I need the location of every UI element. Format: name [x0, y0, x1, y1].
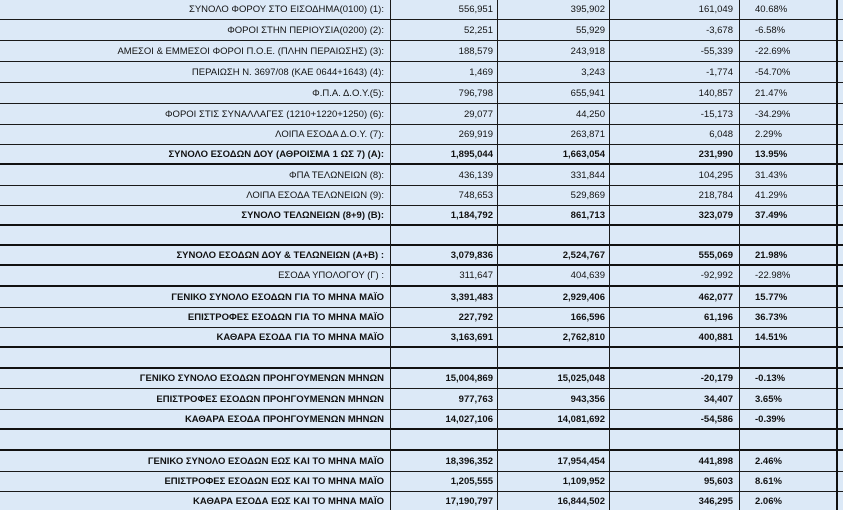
- value-previous-year: 15,025,048: [557, 373, 605, 384]
- row-label: [0, 226, 390, 244]
- value-difference: -55,339: [700, 45, 733, 57]
- value-percent-change: -34.29%: [755, 108, 791, 120]
- value-percent-change: 21.47%: [755, 87, 788, 99]
- value-previous-year: [497, 226, 609, 244]
- value-previous-year: 263,871: [570, 129, 605, 140]
- row-label: [0, 430, 390, 449]
- value-previous-year: 943,356: [570, 393, 605, 405]
- table-row: [0, 246, 843, 266]
- row-label: ΓΕΝΙΚΟ ΣΥΝΟΛΟ ΕΣΟΔΩΝ ΠΡΟΗΓΟΥΜΕΝΩΝ ΜΗΝΩΝ: [139, 373, 384, 384]
- value-current-year: 188,579: [458, 45, 493, 57]
- value-current-year: 14,027,106: [445, 413, 493, 425]
- value-percent-change: 3.65%: [755, 393, 782, 405]
- value-current-year: 1,469: [469, 66, 493, 78]
- value-current-year: 436,139: [458, 169, 493, 181]
- table-right-border: [836, 0, 838, 510]
- value-percent-change: 2.29%: [755, 129, 782, 140]
- value-current-year: 3,079,836: [450, 249, 493, 261]
- row-label: ΣΥΝΟΛΟ ΕΣΟΔΩΝ ΔΟΥ & ΤΕΛΩΝΕΙΩΝ (Α+Β) :: [176, 249, 384, 261]
- value-percent-change: -0.13%: [755, 373, 786, 384]
- value-difference: [609, 430, 739, 449]
- value-current-year: 227,792: [458, 312, 493, 323]
- value-previous-year: 3,243: [581, 66, 605, 78]
- value-difference: 323,079: [698, 209, 733, 221]
- column-divider: [497, 0, 498, 510]
- value-current-year: 977,763: [458, 393, 493, 405]
- value-previous-year: 2,762,810: [562, 331, 605, 343]
- row-label: ΑΜΕΣΟΙ & ΕΜΜΕΣΟΙ ΦΟΡΟΙ Π.Ο.Ε. (ΠΛΗΝ ΠΕΡΑΙΩΣΗΣ) (3):: [117, 45, 384, 57]
- spacer-row: [0, 226, 843, 246]
- value-previous-year: 404,639: [570, 270, 605, 281]
- table-row: [0, 266, 843, 287]
- value-current-year: 3,163,691: [450, 331, 493, 343]
- value-difference: 462,077: [698, 291, 733, 303]
- value-percent-change: -0.39%: [755, 413, 786, 425]
- value-difference: 61,196: [703, 312, 733, 323]
- value-percent-change: 31.43%: [755, 169, 788, 181]
- value-previous-year: 2,524,767: [562, 249, 605, 261]
- value-previous-year: 1,109,952: [562, 476, 605, 487]
- table-row: [0, 410, 843, 430]
- row-label: ΛΟΙΠΑ ΕΣΟΔΑ Δ.Ο.Υ. (7):: [275, 129, 384, 140]
- row-label: ΣΥΝΟΛΟ ΦΟΡΟΥ ΣΤΟ ΕΙΣΟΔΗΜΑ(0100) (1):: [188, 4, 384, 15]
- value-current-year: 311,647: [459, 270, 493, 281]
- column-divider: [609, 0, 610, 510]
- table-row: [0, 287, 843, 308]
- value-percent-change: 41.29%: [755, 190, 788, 201]
- value-current-year: 1,205,555: [450, 476, 493, 487]
- value-difference: -54,586: [700, 413, 733, 425]
- spacer-row: [0, 348, 843, 369]
- row-label: ΦΟΡΟΙ ΣΤΙΣ ΣΥΝΑΛΛΑΓΕΣ (1210+1220+1250) (6):: [164, 108, 384, 120]
- row-label: ΦΟΡΟΙ ΣΤΗΝ ΠΕΡΙΟΥΣΙΑ(0200) (2):: [227, 24, 384, 36]
- table-row: [0, 20, 843, 41]
- column-divider: [390, 0, 391, 510]
- value-current-year: [390, 226, 497, 244]
- value-difference: 231,990: [698, 148, 733, 160]
- value-previous-year: 44,250: [575, 108, 605, 120]
- row-label: ΓΕΝΙΚΟ ΣΥΝΟΛΟ ΕΣΟΔΩΝ ΕΩΣ ΚΑΙ ΤΟ ΜΗΝΑ ΜΑΪΟ: [147, 455, 384, 467]
- row-label: ΚΑΘΑΡΑ ΕΣΟΔΑ ΠΡΟΗΓΟΥΜΕΝΩΝ ΜΗΝΩΝ: [184, 413, 384, 425]
- value-difference: -15,173: [700, 108, 733, 120]
- row-label: ΕΠΙΣΤΡΟΦΕΣ ΕΣΟΔΩΝ ΠΡΟΗΓΟΥΜΕΝΩΝ ΜΗΝΩΝ: [156, 393, 384, 405]
- value-percent-change: 37.49%: [755, 209, 788, 221]
- value-previous-year: 55,929: [575, 24, 605, 36]
- table-row: [0, 451, 843, 472]
- value-percent-change: 8.61%: [755, 476, 782, 487]
- table-row: [0, 206, 843, 226]
- table-row: [0, 165, 843, 186]
- value-difference: 140,857: [698, 87, 733, 99]
- row-label: ΦΠΑ ΤΕΛΩΝΕΙΩΝ (8):: [289, 169, 384, 181]
- value-previous-year: 395,902: [570, 4, 605, 15]
- value-difference: 441,898: [698, 455, 733, 467]
- table-row: [0, 328, 843, 348]
- table-row: [0, 492, 843, 510]
- value-previous-year: 17,954,454: [557, 455, 605, 467]
- value-difference: 161,049: [698, 4, 733, 15]
- value-current-year: 748,653: [458, 190, 493, 201]
- value-percent-change: 2.46%: [755, 455, 782, 467]
- value-percent-change: [739, 348, 837, 367]
- value-percent-change: 21.98%: [755, 249, 788, 261]
- value-previous-year: 1,663,054: [562, 148, 605, 160]
- table-row: [0, 41, 843, 62]
- value-difference: -1,774: [706, 66, 733, 78]
- row-label: ΕΠΙΣΤΡΟΦΕΣ ΕΣΟΔΩΝ ΕΩΣ ΚΑΙ ΤΟ ΜΗΝΑ ΜΑΪΟ: [164, 476, 384, 487]
- row-label: ΚΑΘΑΡΑ ΕΣΟΔΑ ΓΙΑ ΤΟ ΜΗΝΑ ΜΑΪΟ: [216, 331, 384, 343]
- row-label: ΚΑΘΑΡΑ ΕΣΟΔΑ ΕΩΣ ΚΑΙ ΤΟ ΜΗΝΑ ΜΑΪΟ: [193, 495, 384, 507]
- value-current-year: 269,919: [458, 129, 493, 140]
- value-difference: 34,407: [703, 393, 733, 405]
- table-row: [0, 389, 843, 410]
- row-label: ΕΣΟΔΑ ΥΠΟΛΟΓΟΥ (Γ) :: [278, 270, 384, 281]
- table-row: [0, 145, 843, 165]
- value-previous-year: 14,081,692: [557, 413, 605, 425]
- value-percent-change: [739, 430, 837, 449]
- value-current-year: 15,004,869: [445, 373, 493, 384]
- table-row: [0, 186, 843, 206]
- row-label: Φ.Π.Α. Δ.Ο.Υ.(5):: [312, 87, 384, 99]
- value-difference: 346,295: [698, 495, 733, 507]
- value-percent-change: 2.06%: [755, 495, 782, 507]
- value-percent-change: -22.98%: [755, 270, 791, 281]
- value-percent-change: 14.51%: [755, 331, 788, 343]
- value-current-year: 3,391,483: [450, 291, 493, 303]
- value-previous-year: 2,929,406: [562, 291, 605, 303]
- value-percent-change: -54.70%: [755, 66, 791, 78]
- value-previous-year: 529,869: [570, 190, 605, 201]
- value-previous-year: 331,844: [570, 169, 605, 181]
- value-previous-year: 655,941: [570, 87, 605, 99]
- value-previous-year: 166,596: [570, 312, 605, 323]
- row-label: [0, 348, 390, 367]
- value-difference: 95,603: [703, 476, 733, 487]
- column-divider: [739, 0, 740, 510]
- value-current-year: 52,251: [463, 24, 493, 36]
- spacer-row: [0, 430, 843, 451]
- value-current-year: 17,190,797: [445, 495, 493, 507]
- value-difference: 218,784: [698, 190, 733, 201]
- value-current-year: 1,184,792: [450, 209, 493, 221]
- value-current-year: [390, 348, 497, 367]
- value-difference: [609, 348, 739, 367]
- value-previous-year: [497, 430, 609, 449]
- value-previous-year: 16,844,502: [557, 495, 605, 507]
- value-difference: -92,992: [700, 270, 733, 281]
- row-label: ΕΠΙΣΤΡΟΦΕΣ ΕΣΟΔΩΝ ΓΙΑ ΤΟ ΜΗΝΑ ΜΑΪΟ: [187, 312, 384, 323]
- table-row: [0, 83, 843, 104]
- table-row: [0, 104, 843, 125]
- value-previous-year: 861,713: [570, 209, 605, 221]
- row-label: ΣΥΝΟΛΟ ΕΣΟΔΩΝ ΔΟΥ (ΑΘΡΟΙΣΜΑ 1 ΩΣ 7) (Α):: [168, 148, 384, 160]
- value-current-year: 18,396,352: [445, 455, 493, 467]
- value-percent-change: 15.77%: [755, 291, 788, 303]
- value-percent-change: 13.95%: [755, 148, 788, 160]
- value-current-year: 1,895,044: [450, 148, 493, 160]
- table-row: [0, 308, 843, 328]
- value-previous-year: [497, 348, 609, 367]
- row-label: ΓΕΝΙΚΟ ΣΥΝΟΛΟ ΕΣΟΔΩΝ ΓΙΑ ΤΟ ΜΗΝΑ ΜΑΪΟ: [171, 291, 384, 303]
- value-difference: 555,069: [698, 249, 733, 261]
- row-label: ΠΕΡΑΙΩΣΗ Ν. 3697/08 (ΚΑΕ 0644+1643) (4):: [191, 66, 384, 78]
- table-row: [0, 472, 843, 492]
- row-label: ΣΥΝΟΛΟ ΤΕΛΩΝΕΙΩΝ (8+9) (Β):: [241, 209, 384, 221]
- table-row: [0, 125, 843, 145]
- value-percent-change: -6.58%: [755, 24, 786, 36]
- value-current-year: 29,077: [463, 108, 493, 120]
- value-difference: -20,179: [700, 373, 733, 384]
- value-percent-change: [739, 226, 837, 244]
- value-percent-change: 36.73%: [755, 312, 788, 323]
- value-difference: 6,048: [709, 129, 733, 140]
- value-current-year: [390, 430, 497, 449]
- value-percent-change: 40.68%: [755, 4, 788, 15]
- value-current-year: 796,798: [458, 87, 493, 99]
- value-difference: 104,295: [698, 169, 733, 181]
- value-previous-year: 243,918: [570, 45, 605, 57]
- value-difference: [609, 226, 739, 244]
- table-row: [0, 369, 843, 389]
- value-percent-change: -22.69%: [755, 45, 791, 57]
- row-label: ΛΟΙΠΑ ΕΣΟΔΑ ΤΕΛΩΝΕΙΩΝ (9):: [246, 190, 384, 201]
- value-difference: 400,881: [698, 331, 733, 343]
- table-row: [0, 0, 843, 20]
- value-current-year: 556,951: [458, 4, 493, 15]
- table-row: [0, 62, 843, 83]
- value-difference: -3,678: [706, 24, 733, 36]
